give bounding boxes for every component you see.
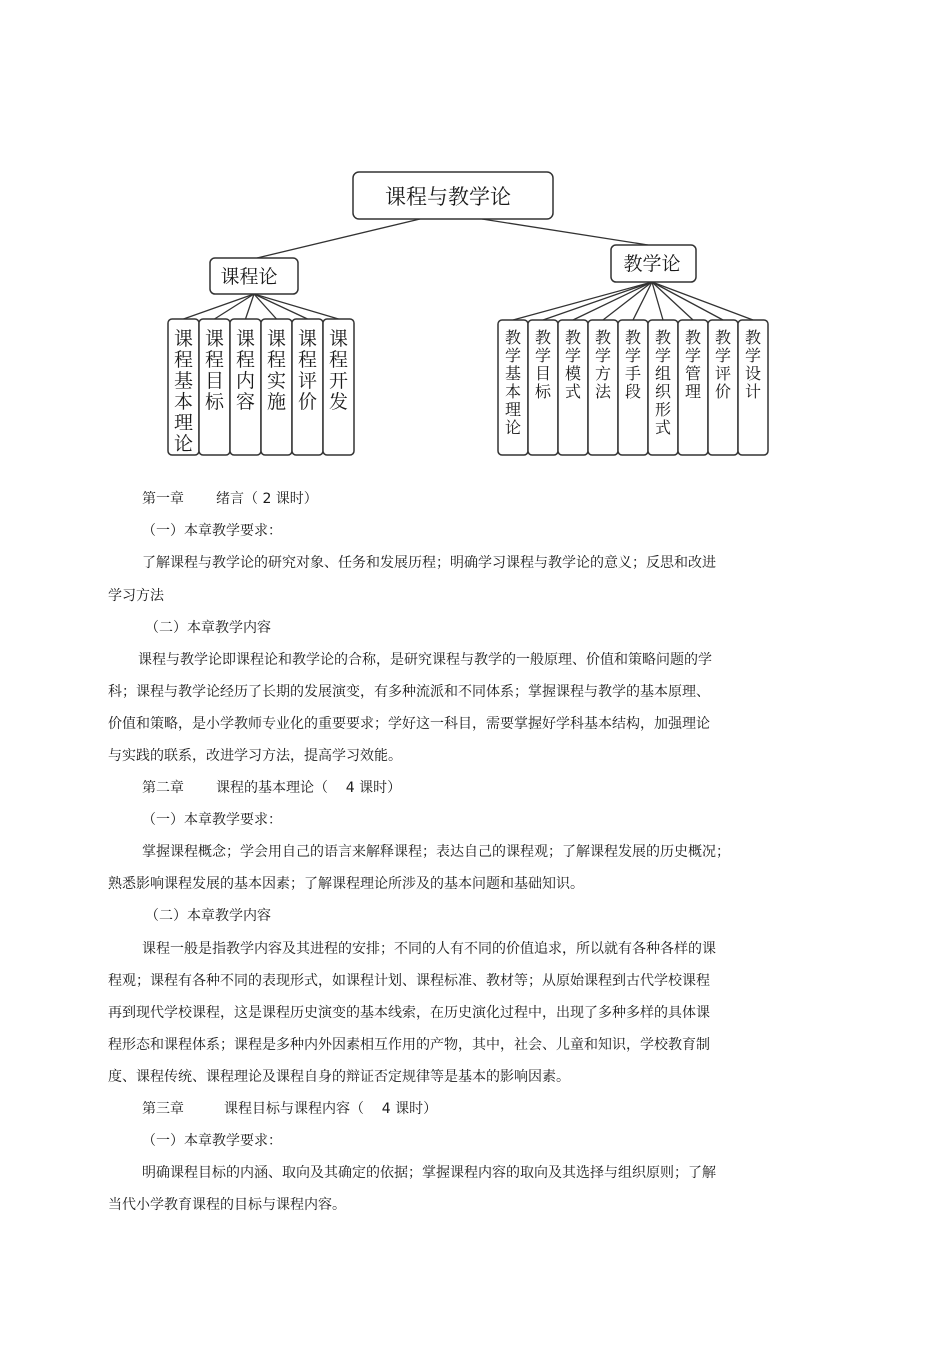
right-leaf-label-6: 教学组织形式 (654, 328, 672, 437)
left-leaf-label-6: 课程开发 (328, 328, 349, 413)
chapter-1-requirements-line-1: 了解课程与教学论的研究对象、任务和发展历程；明确学习课程与教学论的意义；反思和改进 (142, 555, 716, 571)
left-leaf-label-4: 课程实施 (266, 328, 287, 413)
right-branch-label: 教学论 (623, 253, 681, 275)
left-leaf-label-5: 课程评价 (297, 328, 318, 413)
root-node-label: 课程与教学论 (385, 185, 511, 209)
chapter-3-heading (142, 1099, 437, 1119)
chapter-2-content-label: （二）本章教学内容 (145, 908, 271, 924)
connector-root-right (482, 219, 648, 245)
chapter-1-title: 绪言（ 2 课时） (216, 491, 318, 507)
chapter-2-content-line-2: 程观；课程有各种不同的表现形式，如课程计划、课程标准、教材等；从原始课程到古代学校课程 (108, 973, 710, 989)
chapter-1-content-line-2: 科；课程与教学论经历了长期的发展演变，有多种流派和不同体系；掌握课程与教学的基本原理、 (108, 684, 710, 700)
chapter-1-content-line-4: 与实践的联系，改进学习方法，提高学习效能。 (108, 748, 402, 764)
right-leaf-label-3: 教学模式 (564, 328, 582, 401)
chapter-2-heading (142, 778, 401, 798)
chapter-2-number: 第二章 (142, 780, 184, 796)
left-connector-3 (246, 294, 255, 319)
right-connector-9 (652, 282, 753, 320)
chapter-2-requirements-line-1: 掌握课程概念；学会用自己的语言来解释课程；表达自己的课程观；了解课程发展的历史概况； (142, 844, 730, 860)
chapter-1-heading (142, 489, 318, 509)
chapter-1-requirements-label: （一）本章教学要求： (142, 523, 282, 539)
chapter-1-content-line-3: 价值和策略，是小学教师专业化的重要要求；学好这一科目，需要掌握好学科基本结构，加强理论 (108, 716, 710, 732)
right-connector-4 (603, 282, 652, 320)
chapter-2-content-line-1: 课程一般是指教学内容及其进程的安排；不同的人有不同的价值追求，所以就有各种各样的课 (142, 941, 716, 957)
chapter-2-title: 课程的基本理论（ 4 课时） (216, 780, 402, 796)
right-leaf-label-4: 教学方法 (594, 328, 612, 401)
left-branch-label: 课程论 (220, 266, 278, 288)
chapter-3-requirements-line-1: 明确课程目标的内涵、取向及其确定的依据；掌握课程内容的取向及其选择与组织原则；了解 (142, 1165, 716, 1181)
right-leaf-label-2: 教学目标 (534, 328, 552, 401)
chapter-3-title: 课程目标与课程内容（ 4 课时） (224, 1101, 438, 1117)
right-leaf-label-8: 教学评价 (714, 328, 732, 401)
chapter-2-requirements-label: （一）本章教学要求： (142, 812, 282, 828)
left-connector-1 (184, 294, 255, 319)
left-leaf-label-1: 课程基本理论 (173, 328, 194, 455)
chapter-3-requirements-line-2: 当代小学教育课程的目标与课程内容。 (108, 1197, 346, 1213)
chapter-2-content-line-5: 度、课程传统、课程理论及课程自身的辩证否定规律等是基本的影响因素。 (108, 1069, 570, 1085)
chapter-1-requirements-line-2: 学习方法 (108, 588, 164, 604)
left-connector-6 (254, 294, 339, 319)
chapter-1-number: 第一章 (142, 491, 184, 507)
left-leaf-group (168, 319, 354, 455)
left-leaf-label-3: 课程内容 (235, 328, 256, 413)
left-leaf-label-2: 课程目标 (204, 328, 225, 413)
right-leaf-label-7: 教学管理 (684, 328, 702, 401)
course-structure-diagram (0, 0, 950, 470)
chapter-2-requirements-line-2: 熟悉影响课程发展的基本因素；了解课程理论所涉及的基本问题和基础知识。 (108, 876, 584, 892)
chapter-1-content-line-1: 课程与教学论即课程论和教学论的合称，是研究课程与教学的一般原理、价值和策略问题的学 (138, 652, 712, 668)
chapter-2-content-line-3: 再到现代学校课程，这是课程历史演变的基本线索，在历史演化过程中，出现了多种多样的具体课 (108, 1005, 710, 1021)
right-leaf-label-9: 教学设计 (744, 328, 762, 401)
chapter-3-requirements-label: （一）本章教学要求： (142, 1133, 282, 1149)
chapter-3-number: 第三章 (142, 1101, 184, 1117)
chapter-1-content-label: （二）本章教学内容 (145, 620, 271, 636)
left-connector-5 (254, 294, 308, 319)
right-leaf-label-5: 教学手段 (624, 328, 642, 401)
connector-root-left (257, 219, 420, 258)
right-connector-1 (513, 282, 652, 320)
chapter-2-content-line-4: 程形态和课程体系；课程是多种内外因素相互作用的产物，其中，社会、儿童和知识，学校教育制 (108, 1037, 710, 1053)
right-leaf-group (498, 320, 768, 455)
right-leaf-label-1: 教学基本理论 (504, 328, 522, 437)
